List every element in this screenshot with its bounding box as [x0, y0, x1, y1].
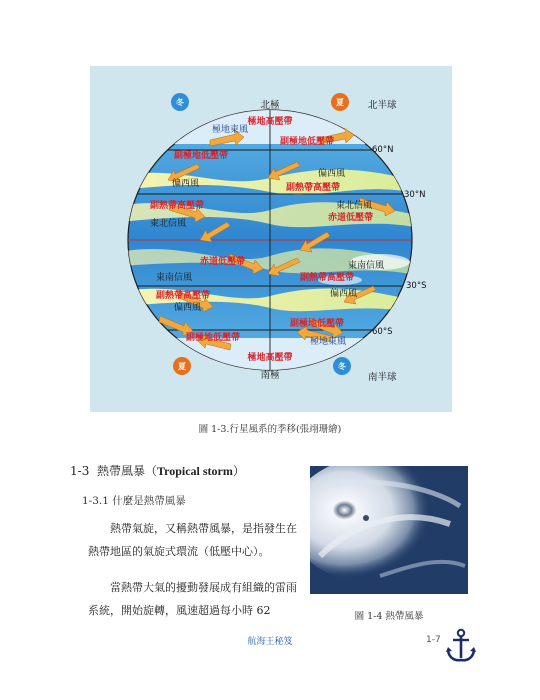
subpolar-low-label: 副極地低壓帶: [174, 151, 229, 161]
figure-caption: 圖 1-4 熱帶風暴: [354, 611, 424, 622]
figure-caption: 圖 1-3.行星風系的季移(張翊珊繪): [198, 424, 342, 435]
section-title-en: Tropical storm: [156, 464, 233, 478]
subtropical-high-label: 副熱帶高壓帶: [150, 201, 205, 211]
westerly-label: 偏西風: [330, 289, 358, 299]
season-label: 夏: [178, 362, 186, 371]
season-label: 夏: [336, 98, 344, 107]
subsection-heading: 1-3.1 什麼是熱帶風暴: [82, 495, 186, 507]
lat-60n-label: 60°N: [372, 145, 394, 155]
subpolar-low-label: 副極地低壓帶: [186, 333, 241, 343]
equatorial-low-label: 赤道低壓帶: [328, 213, 374, 223]
lat-60s-label: 60°S: [372, 327, 393, 337]
season-label: 冬: [338, 362, 346, 371]
tropical-storm-photo: [310, 466, 468, 594]
body-paragraph: [88, 576, 306, 622]
season-label: 冬: [176, 98, 184, 107]
polar-easterly-label: 極地東風: [212, 125, 249, 135]
ne-trade-label: 東北信風: [336, 201, 373, 211]
south-hemisphere-label: 南半球: [368, 372, 397, 383]
section-title-close: ）: [232, 464, 245, 478]
polar-easterly-label: 極地東風: [310, 337, 347, 347]
ne-trade-label: 東北信風: [150, 219, 187, 229]
south-pole-label: 南極: [260, 370, 280, 381]
paragraph-text: 當熱帶大氣的擾動發展成有組織的雷雨系統，開始旋轉，風速超過每小時 62: [88, 581, 297, 617]
westerly-label: 偏西風: [172, 179, 200, 189]
planetary-wind-figure: [90, 66, 452, 412]
westerly-label: 偏西風: [318, 169, 346, 179]
section-number: 1-3: [70, 464, 90, 478]
polar-high-label: 極地高壓帶: [247, 117, 293, 127]
footer-brand: 航海王秘笈: [247, 637, 293, 647]
lat-30s-label: 30°S: [406, 281, 427, 291]
equatorial-low-label: 赤道低壓帶: [200, 257, 246, 267]
section-title-cn: 熱帶風暴（: [96, 464, 157, 478]
se-trade-label: 東南信風: [348, 261, 385, 271]
wind-globe-diagram: [90, 66, 452, 412]
subpolar-low-label: 副極地低壓帶: [280, 137, 335, 147]
subtropical-high-label: 副熱帶高壓帶: [286, 183, 341, 193]
westerly-label: 偏西風: [174, 303, 202, 313]
subpolar-low-label: 副極地低壓帶: [290, 319, 345, 329]
se-trade-label: 東南信風: [156, 273, 193, 283]
north-hemisphere-label: 北半球: [368, 100, 397, 111]
subtropical-high-label: 副熱帶高壓帶: [300, 273, 355, 283]
subtropical-high-label: 副熱帶高壓帶: [156, 291, 211, 301]
body-paragraph: [88, 517, 306, 563]
north-pole-label: 北極: [260, 100, 280, 111]
paragraph-text: 熱帶氣旋，又稱熱帶風暴，是指發生在熱帶地區的氣旋式環流（低壓中心）。: [88, 522, 297, 558]
lat-30n-label: 30°N: [404, 190, 426, 200]
anchor-icon: [444, 628, 478, 664]
polar-high-label: 極地高壓帶: [247, 353, 293, 363]
section-heading: [70, 462, 245, 479]
storm-satellite-image: [310, 466, 468, 594]
page-number: 1-7: [426, 635, 441, 645]
